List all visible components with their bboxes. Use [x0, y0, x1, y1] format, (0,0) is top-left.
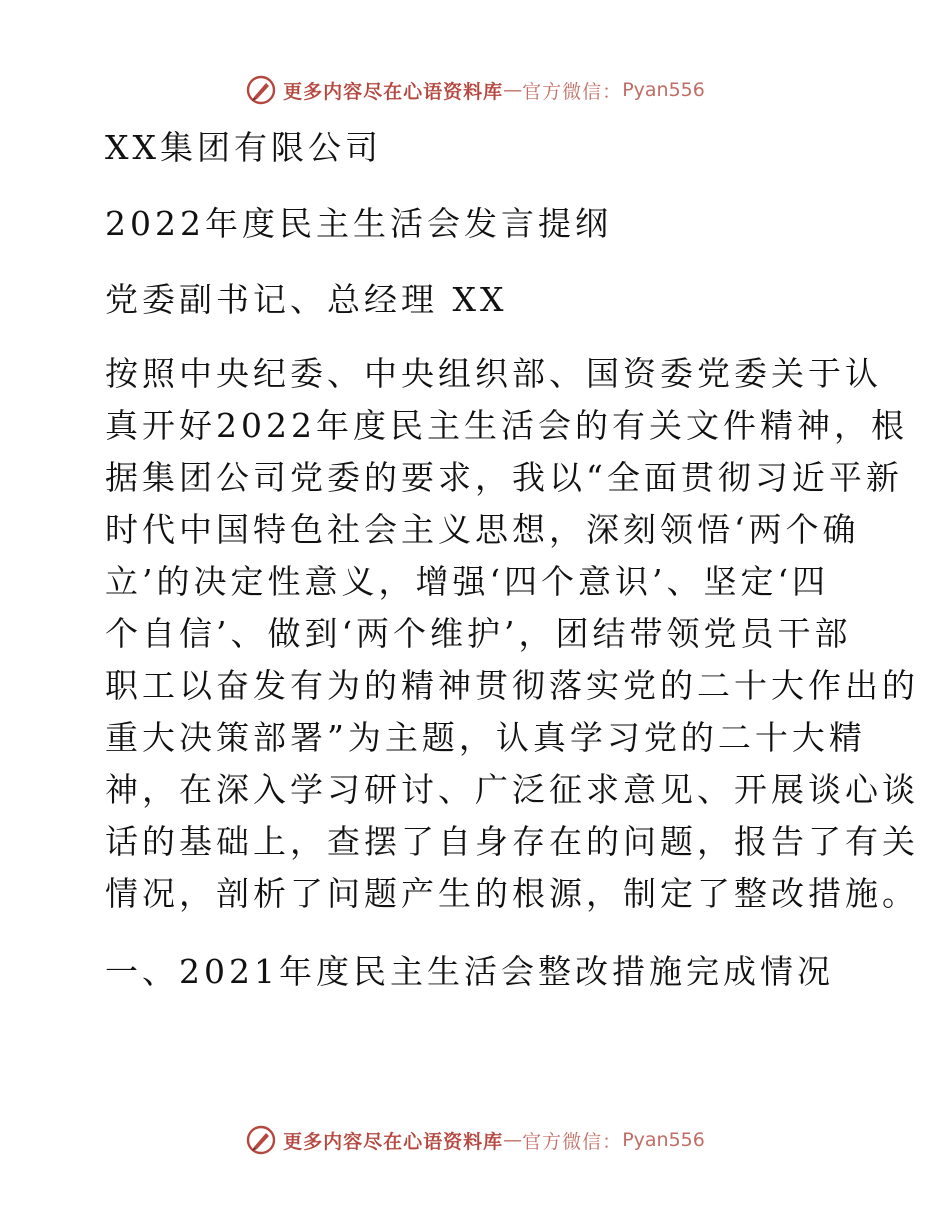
intro-paragraph — [105, 348, 919, 920]
watermark-wechat-id: Pyan556 — [622, 1129, 705, 1151]
watermark-text: 更多内容尽在心语资料库 — [283, 1130, 504, 1153]
pen-logo-icon — [245, 1124, 277, 1156]
paragraph-line: 神，在深入学习研讨、广泛征求意见、开展谈心谈 — [105, 770, 919, 809]
watermark-text: 更多内容尽在心语资料库 — [283, 80, 504, 103]
watermark-wechat-label: 官方微信： — [522, 80, 623, 103]
paragraph-line: 话的基础上，查摆了自身存在的问题，报告了有关 — [105, 822, 919, 861]
document-body — [105, 120, 919, 1000]
paragraph-line: 个自信’、做到‘两个维护’，团结带领党员干部 — [105, 614, 852, 653]
document-title: 2022年度民主生活会发言提纲 — [105, 204, 612, 243]
paragraph-line: 情况，剖析了问题产生的根源，制定了整改措施。 — [105, 874, 919, 913]
watermark-wechat-id: Pyan556 — [622, 79, 705, 101]
watermark-footer — [0, 1120, 950, 1160]
paragraph-line: 按照中央纪委、中央组织部、国资委党委关于认 — [105, 354, 882, 393]
section-heading-1: 一、2021年度民主生活会整改措施完成情况 — [105, 952, 834, 991]
paragraph-line: 职工以奋发有为的精神贯彻落实党的二十大作出的 — [105, 666, 919, 705]
paragraph-line: 立’的决定性意义，增强‘四个意识’、坚定‘四 — [105, 562, 829, 601]
watermark-dash: — — [503, 1129, 523, 1151]
company-name: XX集团有限公司 — [105, 128, 382, 167]
paragraph-line: 重大决策部署”为主题，认真学习党的二十大精 — [105, 718, 866, 757]
speaker-line: 党委副书记、总经理 XX — [105, 280, 508, 319]
watermark-header — [0, 70, 950, 110]
paragraph-line: 时代中国特色社会主义思想，深刻领悟‘两个确 — [105, 510, 860, 549]
watermark-wechat-label: 官方微信： — [522, 1130, 623, 1153]
watermark-dash: — — [503, 79, 523, 101]
paragraph-line: 据集团公司党委的要求，我以“全面贯彻习近平新 — [105, 458, 903, 497]
paragraph-line: 真开好2022年度民主生活会的有关文件精神，根 — [105, 406, 908, 445]
pen-logo-icon — [245, 74, 277, 106]
